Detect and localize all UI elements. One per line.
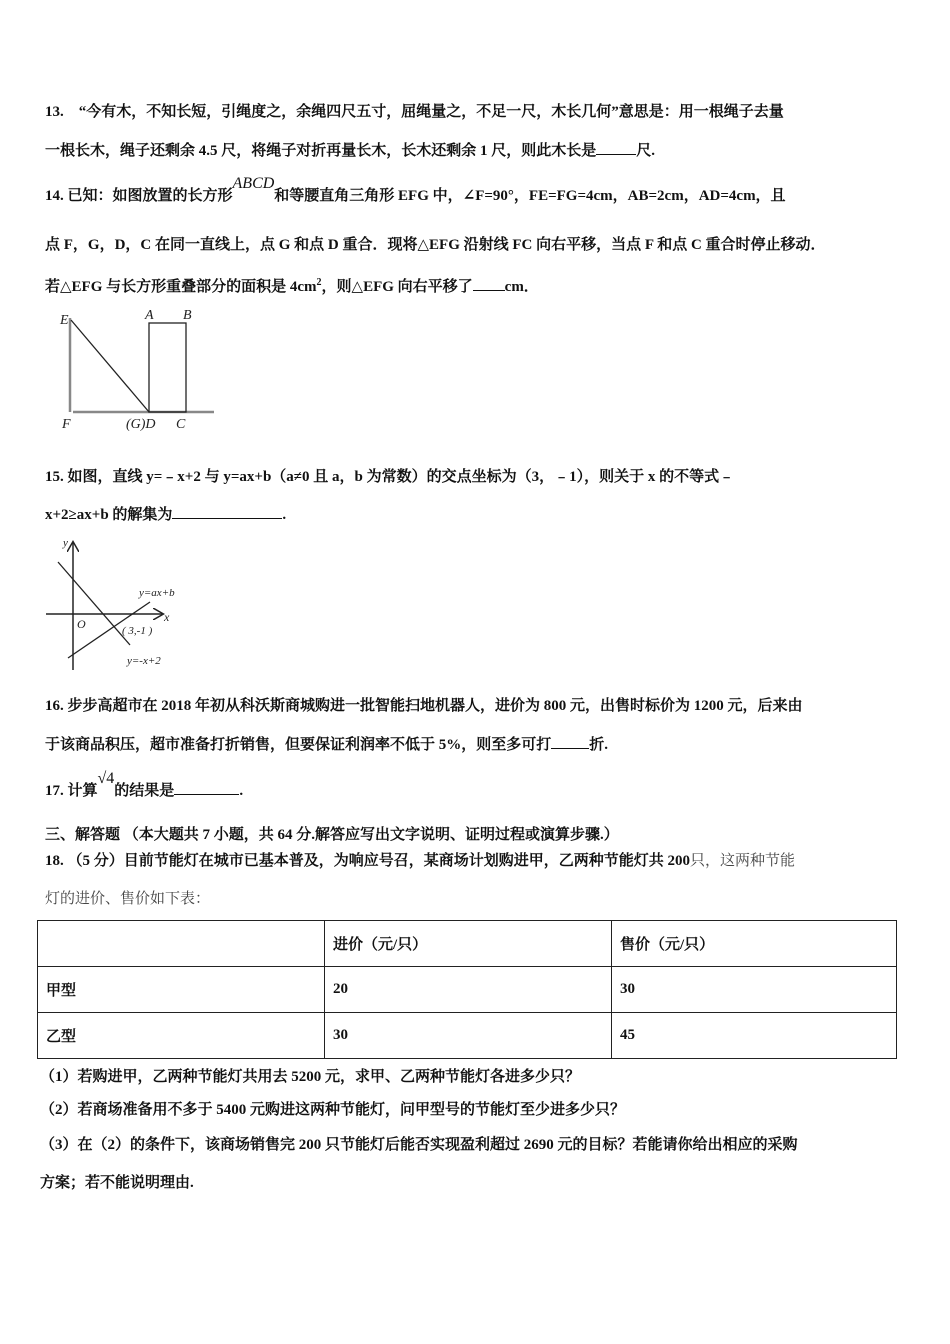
q13-unit: 尺. (636, 143, 656, 159)
q18-sub3-line2: 方案；若不能说明理由. (40, 1175, 194, 1191)
label-line-ax-plus-b: y=ax+b (139, 587, 175, 599)
q18-sub3-line1: （3）在（2）的条件下，该商场销售完 200 只节能灯后能否实现盈利超过 2690 元的目标？若能请你给出相应的采购 (40, 1137, 798, 1153)
label-a: A (145, 308, 154, 323)
segment-eg (71, 320, 149, 412)
q16-line1: 16. 步步高超市在 2018 年初从科沃斯商城购进一批智能扫地机器人，进价为 800 元，出售时标价为 1200 元，后来由 (45, 698, 803, 714)
label-line-neg-x-plus-2: y=-x+2 (127, 655, 161, 667)
table-header-cell (38, 921, 325, 967)
q13-line1: 13. “今有木，不知长短，引绳度之，余绳四尺五寸，屈绳量之，不足一尺，木长几何”意思是：用一根绳子去量 (45, 104, 784, 120)
label-intersection: ( 3,-1 ) (122, 625, 153, 637)
table-cell: 乙型 (38, 1013, 325, 1059)
q17-math-sqrt4: √4 (97, 770, 115, 787)
q18-sub2: （2）若商场准备用不多于 5400 元购进这两种节能灯，问甲型号的节能灯至少进多少只？ (40, 1102, 626, 1118)
q16-unit: 折. (589, 737, 609, 753)
q15-text: x+2≥ax+b 的解集为 (45, 507, 173, 523)
label-x: x (164, 610, 170, 624)
label-c: C (176, 417, 186, 432)
table-header-cell: 售价（元/只） (612, 921, 897, 967)
label-gd: (G)D (126, 417, 156, 432)
q14-line2: 点 F，G，D，C 在同一直线上，点 G 和点 D 重合．现将△EFG 沿射线 FC 向右平移，当点 F 和点 C 重合时停止移动． (45, 237, 826, 253)
q18-sub1: （1）若购进甲，乙两种节能灯共用去 5200 元，求甲、乙两种节能灯各进多少只？ (40, 1069, 581, 1085)
q17-text-b: 的结果是 (114, 783, 175, 799)
table-cell: 30 (325, 1013, 612, 1059)
answer-blank (551, 734, 589, 749)
table-cell: 20 (325, 967, 612, 1013)
q15-line1: 15. 如图，直线 y=﹣x+2 与 y=ax+b（a≠0 且 a，b 为常数）的交点坐标为（3，﹣1），则关于 x 的不等式﹣ (45, 469, 735, 485)
q18-line1 (45, 851, 795, 871)
label-f: F (62, 417, 71, 432)
q13-text: 一根长木，绳子还剩余 4.5 尺，将绳子对折再量长木，长木还剩余 1 尺，则此木长是 (45, 143, 597, 159)
q14-math-abcd: ABCD (232, 175, 275, 192)
section-3-heading: 三、解答题 （本大题共 7 小题，共 64 分.解答应写出文字说明、证明过程或演算步骤.） (45, 827, 619, 843)
q17-text: 17. 计算 (45, 783, 98, 799)
table-header-row (38, 921, 897, 967)
q17-line (45, 770, 244, 801)
q14-unit: cm． (504, 279, 539, 295)
label-e: E (60, 313, 69, 328)
q14-sup: 2 (316, 277, 322, 288)
q14-text: 若△EFG 与长方形重叠部分的面积是 4cm (45, 279, 317, 295)
answer-blank (174, 780, 239, 795)
table-header-cell: 进价（元/只） (325, 921, 612, 967)
table-row (38, 1013, 897, 1059)
label-y: y (63, 537, 68, 549)
price-table (37, 920, 897, 1059)
line-neg-x-plus-2 (58, 562, 130, 645)
rectangle-abcd (149, 323, 186, 412)
q17-period: . (239, 783, 244, 799)
q14-text: 14. 已知：如图放置的长方形 (45, 188, 233, 204)
q16-line2 (45, 734, 608, 755)
table-cell: 甲型 (38, 967, 325, 1013)
q18-text-light: 只，这两种节能 (690, 853, 796, 869)
label-origin: O (77, 617, 86, 631)
q14-figure (0, 0, 950, 440)
q15-line2 (45, 504, 286, 525)
q15-period: . (282, 507, 287, 523)
table-cell: 30 (612, 967, 897, 1013)
q15-graph (0, 530, 200, 675)
q14-text-b: 和等腰直角三角形 EFG 中，∠F=90°，FE=FG=4cm，AB=2cm，AD=4cm，且 (274, 188, 786, 204)
q18-text: 18. （5 分）目前节能灯在城市已基本普及，为响应号召，某商场计划购进甲，乙两种节能灯共 200 (45, 853, 691, 869)
table-row (38, 967, 897, 1013)
label-b: B (183, 308, 192, 323)
table-cell: 45 (612, 1013, 897, 1059)
q16-text: 于该商品积压，超市准备打折销售，但要保证利润率不低于 5%，则至多可打 (45, 737, 552, 753)
q14-text-b: ，则△EFG 向右平移了 (321, 279, 473, 295)
q18-line2: 灯的进价、售价如下表： (45, 891, 211, 907)
answer-blank (172, 504, 282, 519)
